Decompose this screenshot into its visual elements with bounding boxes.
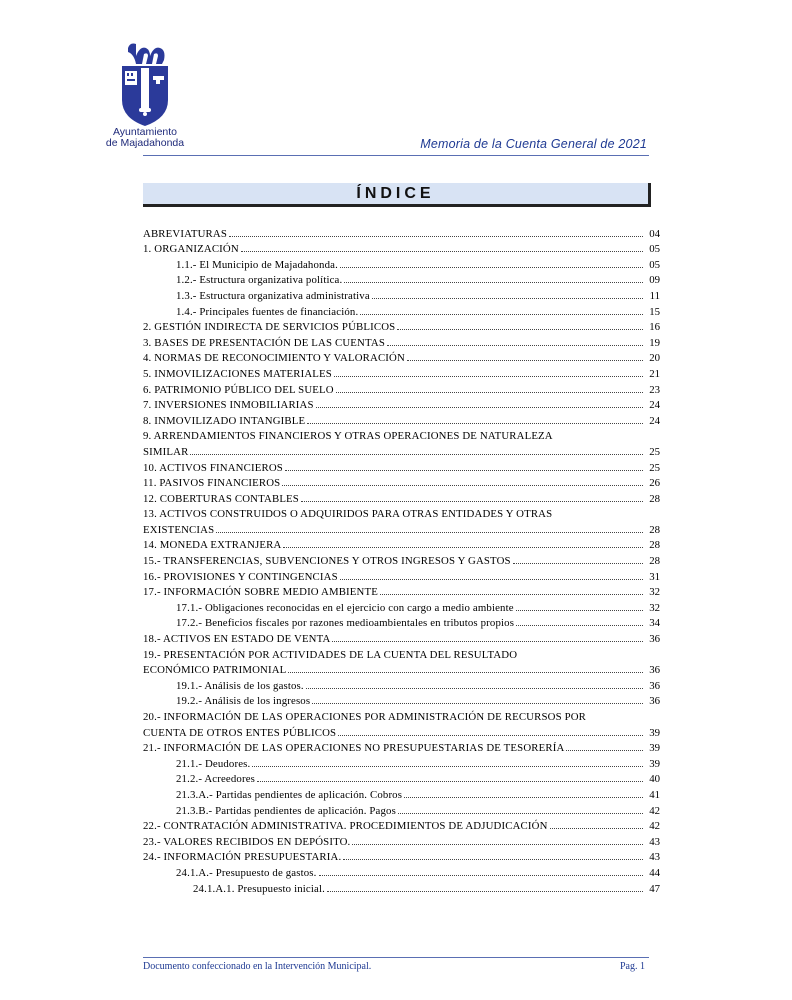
toc-entry-page: 36 [649,633,660,646]
toc-entry[interactable] [143,536,660,552]
toc-entry-title: 23.- VALORES RECIBIDOS EN DEPÓSITO. [143,835,351,848]
toc-entry[interactable] [143,224,660,240]
toc-entry[interactable] [143,801,660,817]
toc-leader-dots [307,423,643,424]
toc-entry[interactable] [143,661,660,677]
toc-entry-title: 1. ORGANIZACIÓN [143,243,239,256]
toc-leader-dots [216,532,643,533]
toc-entry-title: 21.2.- Acreedores [176,773,255,786]
toc-leader-dots [288,672,643,673]
toc-entry-page: 09 [649,274,660,287]
toc-entry[interactable] [143,551,660,567]
toc-entry[interactable] [143,583,660,599]
toc-entry[interactable] [143,723,660,739]
toc-entry-title: 17.- INFORMACIÓN SOBRE MEDIO AMBIENTE [143,586,378,599]
toc-entry-page: 24 [649,414,660,427]
toc-leader-dots [282,485,643,486]
toc-entry-title: 21.3.B.- Partidas pendientes de aplicación. Pagos [176,804,396,817]
toc-entry[interactable] [143,832,660,848]
toc-leader-dots [229,236,643,237]
toc-entry[interactable] [143,629,660,645]
toc-entry[interactable] [143,302,660,318]
toc-entry-page: 36 [649,664,660,677]
toc-leader-dots [516,625,643,626]
toc-leader-dots [334,376,643,377]
toc-leader-dots [283,547,643,548]
toc-entry-page: 23 [649,383,660,396]
toc-entry[interactable] [143,333,660,349]
toc-leader-dots [372,298,643,299]
toc-entry-title: 6. PATRIMONIO PÚBLICO DEL SUELO [143,383,334,396]
table-of-contents [143,224,660,895]
toc-entry-page: 28 [649,523,660,536]
toc-entry[interactable] [143,442,660,458]
toc-leader-dots [380,594,643,595]
toc-entry[interactable] [143,349,660,365]
toc-entry[interactable] [143,848,660,864]
toc-leader-dots [550,828,643,829]
toc-entry[interactable] [143,754,660,770]
toc-entry-page: 43 [649,835,660,848]
toc-leader-dots [332,641,643,642]
toc-entry[interactable] [143,645,660,661]
toc-entry-page: 28 [649,539,660,552]
page-number: Pag. 1 [620,961,645,972]
toc-entry-title: 17.1.- Obligaciones reconocidas en el ejercicio con cargo a medio ambiente [176,601,514,614]
toc-entry-page: 25 [649,445,660,458]
toc-entry-title: 16.- PROVISIONES Y CONTINGENCIAS [143,570,338,583]
toc-entry-page: 31 [649,570,660,583]
toc-entry-page: 34 [649,617,660,630]
toc-entry[interactable] [143,598,660,614]
toc-entry-title: 15.- TRANSFERENCIAS, SUBVENCIONES Y OTROS INGRESOS Y GASTOS [143,555,511,568]
index-heading-box [143,183,651,207]
toc-leader-dots [566,750,643,751]
toc-leader-dots [387,345,643,346]
toc-leader-dots [190,454,643,455]
toc-entry-title: 13. ACTIVOS CONSTRUIDOS O ADQUIRIDOS PARA OTRAS ENTIDADES Y OTRAS [143,508,553,521]
toc-entry-title: 11. PASIVOS FINANCIEROS [143,477,281,490]
toc-leader-dots [285,470,643,471]
toc-entry[interactable] [143,240,660,256]
toc-leader-dots [344,282,643,283]
toc-leader-dots [343,859,643,860]
toc-leader-dots [338,735,643,736]
toc-entry-title: 19.- PRESENTACIÓN POR ACTIVIDADES DE LA CUENTA DEL RESULTADO [143,648,518,661]
toc-entry-title: 1.1.- El Municipio de Majadahonda. [176,258,338,271]
toc-entry-page: 42 [649,804,660,817]
toc-entry-page: 11 [649,289,660,302]
toc-leader-dots [257,781,643,782]
toc-entry-title: 3. BASES DE PRESENTACIÓN DE LAS CUENTAS [143,336,385,349]
toc-leader-dots [352,844,643,845]
toc-entry-page: 32 [649,586,660,599]
toc-entry-page: 19 [649,336,660,349]
toc-entry[interactable] [143,474,660,490]
toc-entry[interactable] [143,614,660,630]
toc-entry[interactable] [143,817,660,833]
toc-entry[interactable] [143,785,660,801]
toc-entry-page: 20 [649,352,660,365]
toc-entry[interactable] [143,396,660,412]
toc-entry-title: 1.4.- Principales fuentes de financiación. [176,305,359,318]
toc-leader-dots [397,329,643,330]
toc-entry-title: 18.- ACTIVOS EN ESTADO DE VENTA [143,633,331,646]
toc-entry-page: 41 [649,788,660,801]
toc-leader-dots [360,314,643,315]
toc-entry[interactable] [143,692,660,708]
toc-entry[interactable] [143,286,660,302]
toc-entry-title: 4. NORMAS DE RECONOCIMIENTO Y VALORACIÓN [143,352,405,365]
toc-entry-page: 32 [649,601,660,614]
toc-entry-title: 21.3.A.- Partidas pendientes de aplicación. Cobros [176,788,403,801]
toc-entry[interactable] [143,489,660,505]
logo-line-1: Ayuntamiento [112,126,177,138]
toc-leader-dots [327,891,643,892]
header-divider [143,155,649,156]
footer-note: Documento confeccionado en la Intervención Municipal. [143,961,372,972]
toc-entry[interactable] [143,255,660,271]
toc-leader-dots [306,688,643,689]
toc-leader-dots [241,251,643,252]
toc-entry-page: 43 [649,851,660,864]
toc-entry-page: 39 [649,726,660,739]
toc-entry-title: 19.2.- Análisis de los ingresos [176,695,311,708]
toc-entry-title: ABREVIATURAS [143,227,227,240]
toc-entry-title: 5. INMOVILIZACIONES MATERIALES [143,367,332,380]
toc-entry-title: 24.- INFORMACIÓN PRESUPUESTARIA. [143,851,342,864]
toc-entry-page: 36 [649,679,660,692]
toc-entry-page: 05 [649,258,660,271]
toc-entry-title: 1.3.- Estructura organizativa administrativa [176,289,370,302]
toc-entry-page: 40 [649,773,660,786]
toc-entry-page: 04 [649,227,660,240]
toc-entry-page: 36 [649,695,660,708]
toc-entry[interactable] [143,863,660,879]
toc-entry-title: 14. MONEDA EXTRANJERA [143,539,282,552]
toc-leader-dots [513,563,643,564]
toc-entry[interactable] [143,567,660,583]
toc-entry-page: 16 [649,321,660,334]
toc-entry-page: 25 [649,461,660,474]
toc-entry[interactable] [143,458,660,474]
toc-entry[interactable] [143,380,660,396]
toc-entry-title: 24.1.A.1. Presupuesto inicial. [193,882,325,895]
toc-entry-title: 22.- CONTRATACIÓN ADMINISTRATIVA. PROCEDIMIENTOS DE ADJUDICACIÓN [143,820,548,833]
toc-entry-title: SIMILAR [143,445,189,458]
toc-leader-dots [336,392,643,393]
toc-entry-page: 44 [649,866,660,879]
logo-caption [97,127,193,149]
toc-entry[interactable] [143,271,660,287]
toc-entry-title: 19.1.- Análisis de los gastos. [176,679,304,692]
toc-leader-dots [312,703,643,704]
toc-leader-dots [301,501,643,502]
toc-entry-title: 10. ACTIVOS FINANCIEROS [143,461,283,474]
toc-entry-page: 39 [649,757,660,770]
toc-leader-dots [340,579,643,580]
toc-entry-title: 20.- INFORMACIÓN DE LAS OPERACIONES POR ADMINISTRACIÓN DE RECURSOS POR [143,711,587,723]
toc-leader-dots [398,813,643,814]
toc-entry[interactable] [143,505,660,521]
toc-entry-page: 24 [649,399,660,412]
toc-entry-title: 21.1.- Deudores. [176,757,251,770]
toc-leader-dots [252,766,643,767]
toc-entry-title: 9. ARRENDAMIENTOS FINANCIEROS Y OTRAS OPERACIONES DE NATURALEZA [143,430,553,443]
toc-entry[interactable] [143,676,660,692]
toc-leader-dots [516,610,643,611]
toc-entry-title: CUENTA DE OTROS ENTES PÚBLICOS [143,726,337,739]
toc-entry-title: 7. INVERSIONES INMOBILIARIAS [143,399,314,412]
toc-entry[interactable] [143,318,660,334]
toc-entry-title: 17.2.- Beneficios fiscales por razones medioambientales en tributos propios [176,617,515,630]
toc-entry[interactable] [143,427,660,443]
toc-entry-title: EXISTENCIAS [143,523,215,536]
toc-entry-title: ECONÓMICO PATRIMONIAL [143,664,287,677]
toc-entry[interactable] [143,707,660,723]
toc-entry-page: 39 [649,742,660,755]
toc-entry[interactable] [143,770,660,786]
toc-entry[interactable] [143,411,660,427]
toc-entry-title: 1.2.- Estructura organizativa política. [176,274,343,287]
toc-leader-dots [407,360,643,361]
toc-entry[interactable] [143,520,660,536]
toc-entry-title: 12. COBERTURAS CONTABLES [143,492,299,505]
toc-entry[interactable] [143,364,660,380]
index-title: ÍNDICE [356,185,435,202]
toc-entry-page: 47 [649,882,660,895]
toc-entry-page: 26 [649,477,660,490]
toc-entry-title: 2. GESTIÓN INDIRECTA DE SERVICIOS PÚBLICOS [143,321,396,334]
toc-leader-dots [340,267,643,268]
toc-leader-dots [319,875,644,876]
logo-line-2: de Majadahonda [105,137,185,149]
toc-entry-title: 21.- INFORMACIÓN DE LAS OPERACIONES NO PRESUPUESTARIAS DE TESORERÍA [143,742,565,755]
toc-leader-dots [316,407,643,408]
toc-entry-page: 42 [649,820,660,833]
toc-entry-page: 21 [649,367,660,380]
toc-entry-page: 28 [649,492,660,505]
footer-divider [143,957,649,958]
toc-entry-page: 15 [649,305,660,318]
toc-entry[interactable] [143,879,660,895]
document-header-title: Memoria de la Cuenta General de 2021 [420,137,647,151]
toc-entry-page: 05 [649,243,660,256]
toc-entry-title: 8. INMOVILIZADO INTANGIBLE [143,414,306,427]
toc-entry[interactable] [143,739,660,755]
toc-entry-title: 24.1.A.- Presupuesto de gastos. [176,866,317,879]
toc-entry-page: 28 [649,555,660,568]
toc-leader-dots [404,797,643,798]
